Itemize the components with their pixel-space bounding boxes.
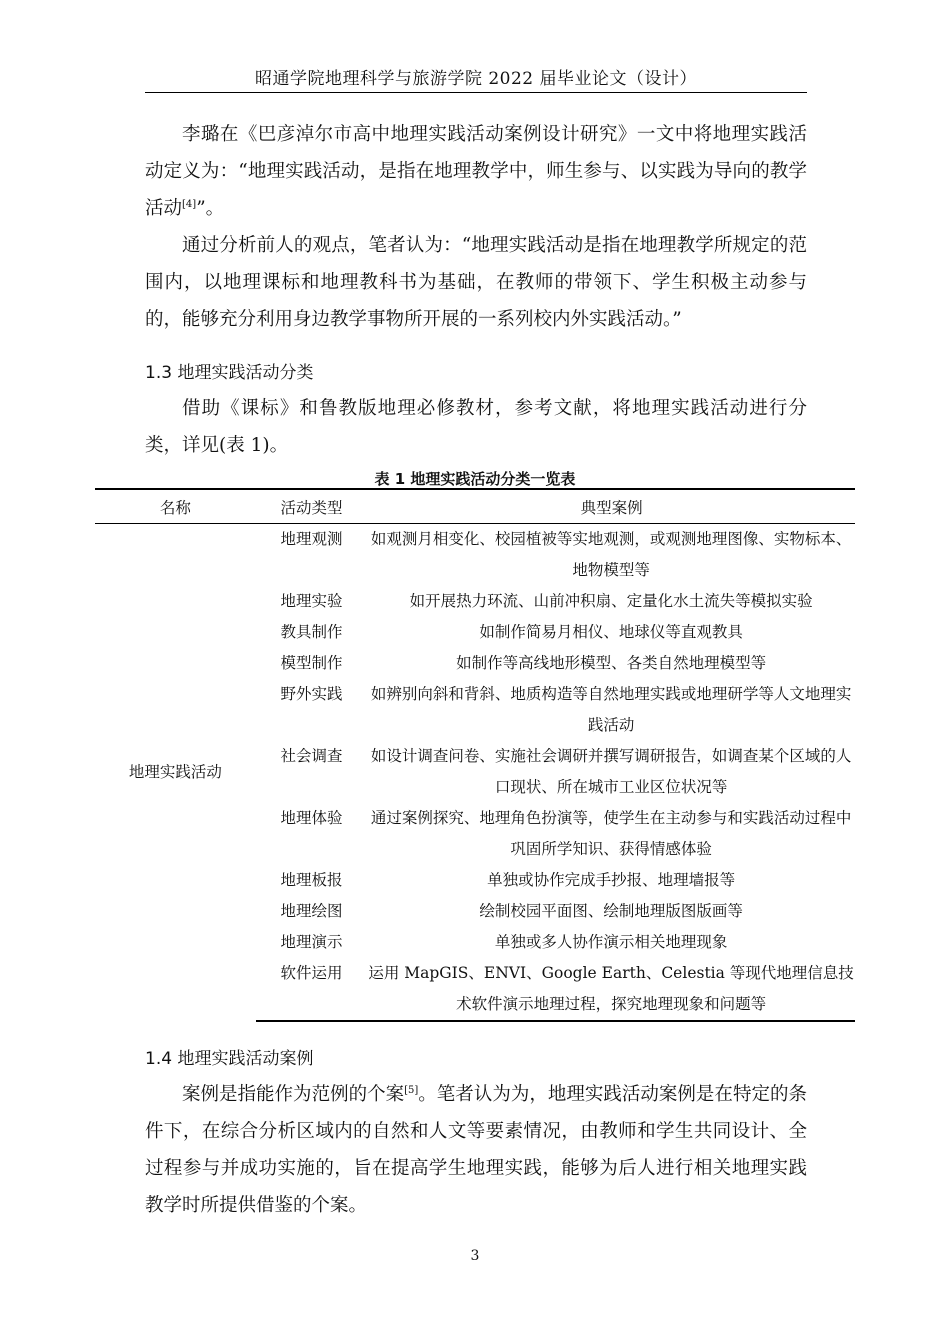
type-cell: 野外实践: [280, 685, 343, 703]
example-cell: 运用 MapGIS、ENVI、Google Earth、Celestia 等现代地理信息技术软件演示地理过程，探究地理现象和问题等: [367, 958, 855, 1021]
paragraph-case-definition: [145, 1076, 807, 1224]
type-cell: 软件运用: [256, 958, 367, 1021]
page-number: 3: [470, 1248, 480, 1264]
paragraph-author-view: 通过分析前人的观点，笔者认为：“地理实践活动是指在地理教学所规定的范围内，以地理课标和地理教科书为基础，在教师的带领下、学生积极主动参与的，能够充分利用身边教学事物所开展的一系列校内外实践活动。”: [145, 235, 807, 330]
paragraph-classification: 借助《课标》和鲁教版地理必修教材，参考文献，将地理实践活动进行分类，详见(表 1)。: [145, 398, 807, 456]
citation-ref: [4]: [182, 198, 197, 210]
example-cell: 单独或协作完成手抄报、地理墙报等: [487, 871, 736, 889]
group-name-cell: 地理实践活动: [128, 763, 222, 781]
example-cell: 如设计调查问卷、实施社会调研并撰写调研报告，如调查某个区域的人口现状、所在城市工业区位状况等: [370, 747, 852, 796]
type-cell: 地理演示: [280, 933, 343, 951]
example-cell: 通过案例探究、地理角色扮演等，使学生在主动参与和实践活动过程中巩固所学知识、获得情感体验: [370, 809, 852, 858]
type-cell: 教具制作: [280, 623, 343, 641]
paragraph-text-cont: 。笔者认为为，地理实践活动案例是在特定的条件下，在综合分析区域内的自然和人文等要素情况，由教师和学生共同设计、全过程参与并成功实施的，旨在提高学生地理实践，能够为后人进行相关地理实践教学时所提供借鉴的个案。: [145, 1084, 807, 1216]
type-cell: 地理板报: [280, 871, 343, 889]
header-name: 名称: [95, 489, 256, 524]
example-cell: 单独或多人协作演示相关地理现象: [494, 933, 728, 951]
example-cell: 如制作简易月相仪、地球仪等直观教具: [479, 623, 743, 641]
type-cell: 社会调查: [280, 747, 343, 765]
type-cell: 模型制作: [280, 654, 343, 672]
type-cell: 地理实验: [280, 592, 343, 610]
type-cell: 地理体验: [280, 809, 343, 827]
table-header-row: [95, 489, 855, 524]
example-cell: 如观测月相变化、校园植被等实地观测，或观测地理图像、实物标本、地物模型等: [370, 530, 852, 579]
section-heading-1-4: 1.4 地理实践活动案例: [145, 1049, 314, 1069]
example-cell: 绘制校园平面图、绘制地理版图版画等: [479, 902, 743, 920]
type-cell: 地理绘图: [280, 902, 343, 920]
activity-classification-table: [95, 488, 855, 1022]
example-cell: 如开展热力环流、山前冲积扇、定量化水土流失等模拟实验: [409, 592, 813, 610]
paragraph-definition: [145, 116, 807, 227]
table-caption: 表 1 地理实践活动分类一览表: [374, 470, 576, 488]
header-example: 典型案例: [367, 489, 855, 524]
example-cell: 如辨别向斜和背斜、地质构造等自然地理实践或地理研学等人文地理实践活动: [370, 685, 852, 734]
paragraph-text: 案例是指能作为范例的个案: [182, 1084, 405, 1105]
header-type: 活动类型: [256, 489, 367, 524]
citation-ref: [5]: [404, 1084, 419, 1096]
type-cell: 地理观测: [280, 530, 343, 548]
running-header: 昭通学院地理科学与旅游学院 2022 届毕业论文（设计）: [254, 69, 698, 89]
example-cell: 如制作等高线地形模型、各类自然地理模型等: [456, 654, 767, 672]
section-heading-1-3: 1.3 地理实践活动分类: [145, 363, 314, 383]
paragraph-tail: ”。: [196, 198, 225, 219]
paragraph-text: 李璐在《巴彦淖尔市高中地理实践活动案例设计研究》一文中将地理实践活动定义为：“地理实践活动，是指在地理教学中，师生参与、以实践为导向的教学活动: [145, 124, 807, 219]
header-rule: [145, 92, 807, 93]
table-row: [95, 524, 855, 587]
